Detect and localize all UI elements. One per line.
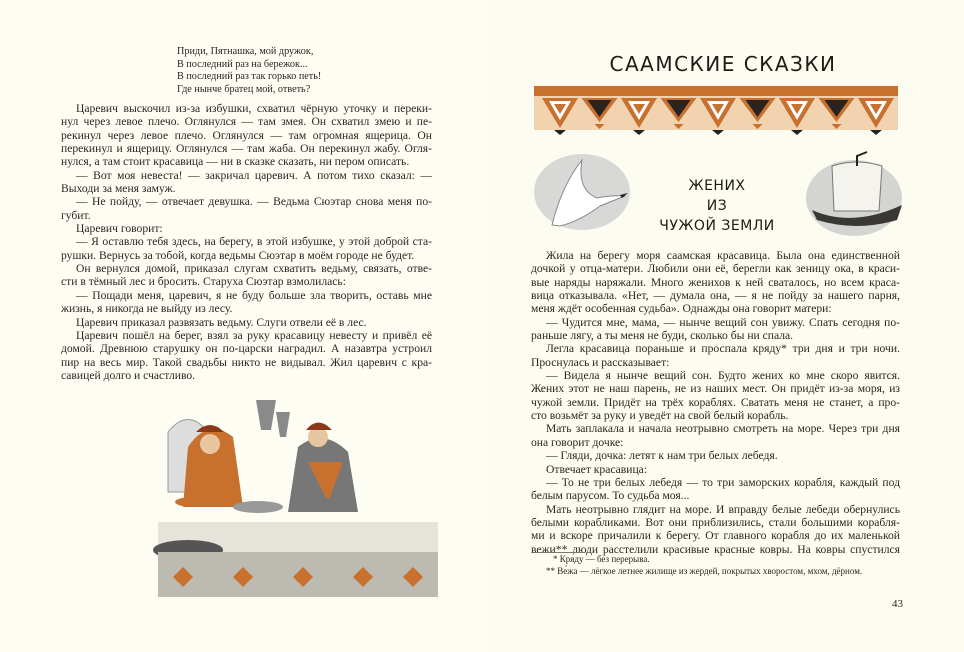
text-line: — Я оставлю тебя здесь, на берегу, в этой избушке, у этой доброй ста- [76, 235, 432, 249]
text-line: чужой земли. Придёт на трёх кораблях. Сватать меня не станет, а про- [531, 395, 900, 409]
text-line: Мать заплакала и начала неотрывно смотреть на море. Через три дня [546, 422, 900, 436]
text-line: раньше лягу, а ты меня не буди, сколько бы ни спала. [531, 329, 794, 343]
text-line: дочкой у отца-матери. Любили они её, берегли как зеницу ока, в краси- [531, 262, 900, 276]
poem-line: В последний раз на бережок... [177, 58, 308, 70]
swan-illustration [532, 150, 632, 235]
text-line: — Чудится мне, мама, — нынче вещий сон увижу. Спать сегодня по- [546, 315, 900, 329]
paragraph [531, 449, 900, 462]
poem-line: Приди, Пятнашка, мой дружок, [177, 46, 314, 57]
text-line: сто возьмёт за руку и уведёт на свой белый корабль. [531, 409, 789, 423]
ornament-band [534, 84, 898, 139]
text-line: савицей долго и счастливо. [61, 368, 196, 382]
poem-line: Где нынче братец мой, ответь? [177, 83, 311, 95]
text-line: Жила на берегу моря саамская красавица. Была она единственной [546, 249, 900, 262]
story-title-line: ЖЕНИХ [688, 178, 746, 194]
section-title: САAМСКИЕ СКАЗКИ [609, 52, 837, 76]
text-line: — Вот моя невеста! — закричал царевич. А потом тихо сказал: — [76, 168, 432, 182]
text-line: вежи** люди расстелили красивые красные ковры. На ковры спустился [531, 542, 900, 556]
paragraph [61, 195, 432, 222]
text-line: нул через левое плечо. Оглянулся — там змея. Он схватил змею и пе- [61, 115, 432, 129]
paragraph [61, 329, 432, 382]
text-line: — Видела я нынче вещий сон. Будто жених ко мне скоро явится. [546, 369, 900, 383]
paragraph [61, 262, 432, 289]
text-line: вица отказывала. «Нет, — думала она, — я не пойду за нашего парня, [531, 289, 900, 303]
text-line: Жених этот не наш парень, не из наших мест. Он придёт из-за моря, из [531, 382, 900, 396]
text-line: домой. Древнюю старушку он по-царски наградил. А назавтра устроил [61, 342, 432, 356]
text-line: жизнь, я никогда не выйду из лесу. [61, 302, 233, 316]
text-line: Отвечает красавица: [546, 462, 648, 476]
paragraph [531, 316, 900, 343]
poem [177, 46, 321, 96]
text-line: губит. [61, 208, 91, 222]
paragraph [61, 235, 432, 262]
text-line: — Гляди, дочка: летят к нам три белых лебедя. [546, 449, 778, 463]
ship-illustration [802, 148, 907, 238]
text-line: Легла красавица пораньше и проспала кряду* три дня и три ночи. [546, 342, 900, 356]
paragraph [61, 102, 432, 169]
story-title [632, 176, 802, 236]
paragraph [61, 316, 432, 329]
footnote-divider [533, 552, 585, 553]
paragraph [61, 289, 432, 316]
poem-line: В последний раз так горько петь! [177, 71, 322, 82]
paragraph [61, 169, 432, 196]
text-line: ми и вскоре причалили к берегу. От главного корабля до их маленькой [531, 529, 900, 543]
text-line: она говорит дочке: [531, 435, 624, 449]
footnote: ** Ве́жа — лёгкое летнее жилище из жердей, покрытых хворостом, мхом, дёрном. [546, 566, 863, 576]
paragraph [531, 369, 900, 422]
paragraph [61, 222, 432, 235]
text-line: рекинул через левое плечо. Оглянулся — там огромная ящерица. Он [61, 128, 432, 142]
paragraph [531, 463, 900, 476]
text-line: белыми корабликами. Вот они приблизились, стали большими корабля- [531, 515, 900, 529]
text-line: сти в тёмный лес и бросить. Старуха Сюэтар взмолилась: [61, 275, 346, 289]
footnote: * Кря́ду — без перерыва. [553, 554, 650, 564]
text-line: белым парусом. То судьба моя... [531, 489, 690, 503]
text-line: — То не три белых лебедя — то три заморских корабля, каждый под [546, 475, 900, 489]
text-line: пир на весь мир. Такой свадьбы никто не видывал. Жил царевич с кра- [61, 355, 432, 369]
story-title-line: ИЗ [706, 198, 728, 214]
paragraph [531, 422, 900, 449]
text-line: нулся, а там стоит красавица — ни в сказке сказать, ни пером описать. [61, 155, 410, 169]
text-line: рушки. Вернусь за тобой, когда ведьмы Сюэтар в моём городе не будет. [61, 248, 415, 262]
text-line: Царевич приказал развязать ведьму. Слуги отвели её в лес. [76, 315, 367, 329]
left-text-column [61, 102, 432, 382]
right-page [482, 0, 964, 652]
feast-illustration [148, 392, 443, 612]
text-line: Выходи за меня замуж. [61, 182, 176, 196]
paragraph [531, 503, 900, 556]
text-line: Проснулась и рассказывает: [531, 355, 670, 369]
paragraph [531, 249, 900, 316]
text-line: вые наряды наряжали. Много женихов к ней сваталось, но всем краса- [531, 275, 900, 289]
paragraph [531, 342, 900, 369]
text-line: Мать неотрывно глядит на море. И вправду белые лебеди обернулись [546, 502, 900, 516]
text-line: меня ждёт особенная судьба». Однажды она говорит матери: [531, 302, 832, 316]
text-line: Царевич выскочил из-за избушки, схватил чёрную уточку и переки- [76, 102, 432, 115]
right-text-column [531, 249, 900, 556]
text-line: — Пощади меня, царевич, я не буду больше зла творить, оставь мне [76, 288, 432, 302]
text-line: перекинул и ящерицу. Оглянулся — там жаба. Он перекинул жабу. Огля- [61, 142, 432, 156]
story-title-line: ЧУЖОЙ ЗЕМЛИ [659, 218, 775, 234]
text-line: Царевич пошёл на берег, взял за руку красавицу невесту и привёл её [76, 328, 432, 342]
text-line: Царевич говорит: [76, 222, 163, 236]
text-line: — Не пойду, — отвечает девушка. — Ведьма Сюэтар снова меня по- [76, 195, 432, 209]
paragraph [531, 476, 900, 503]
page-number: 43 [892, 598, 903, 610]
text-line: Он вернулся домой, приказал слугам схватить ведьму, связать, отве- [76, 262, 432, 276]
